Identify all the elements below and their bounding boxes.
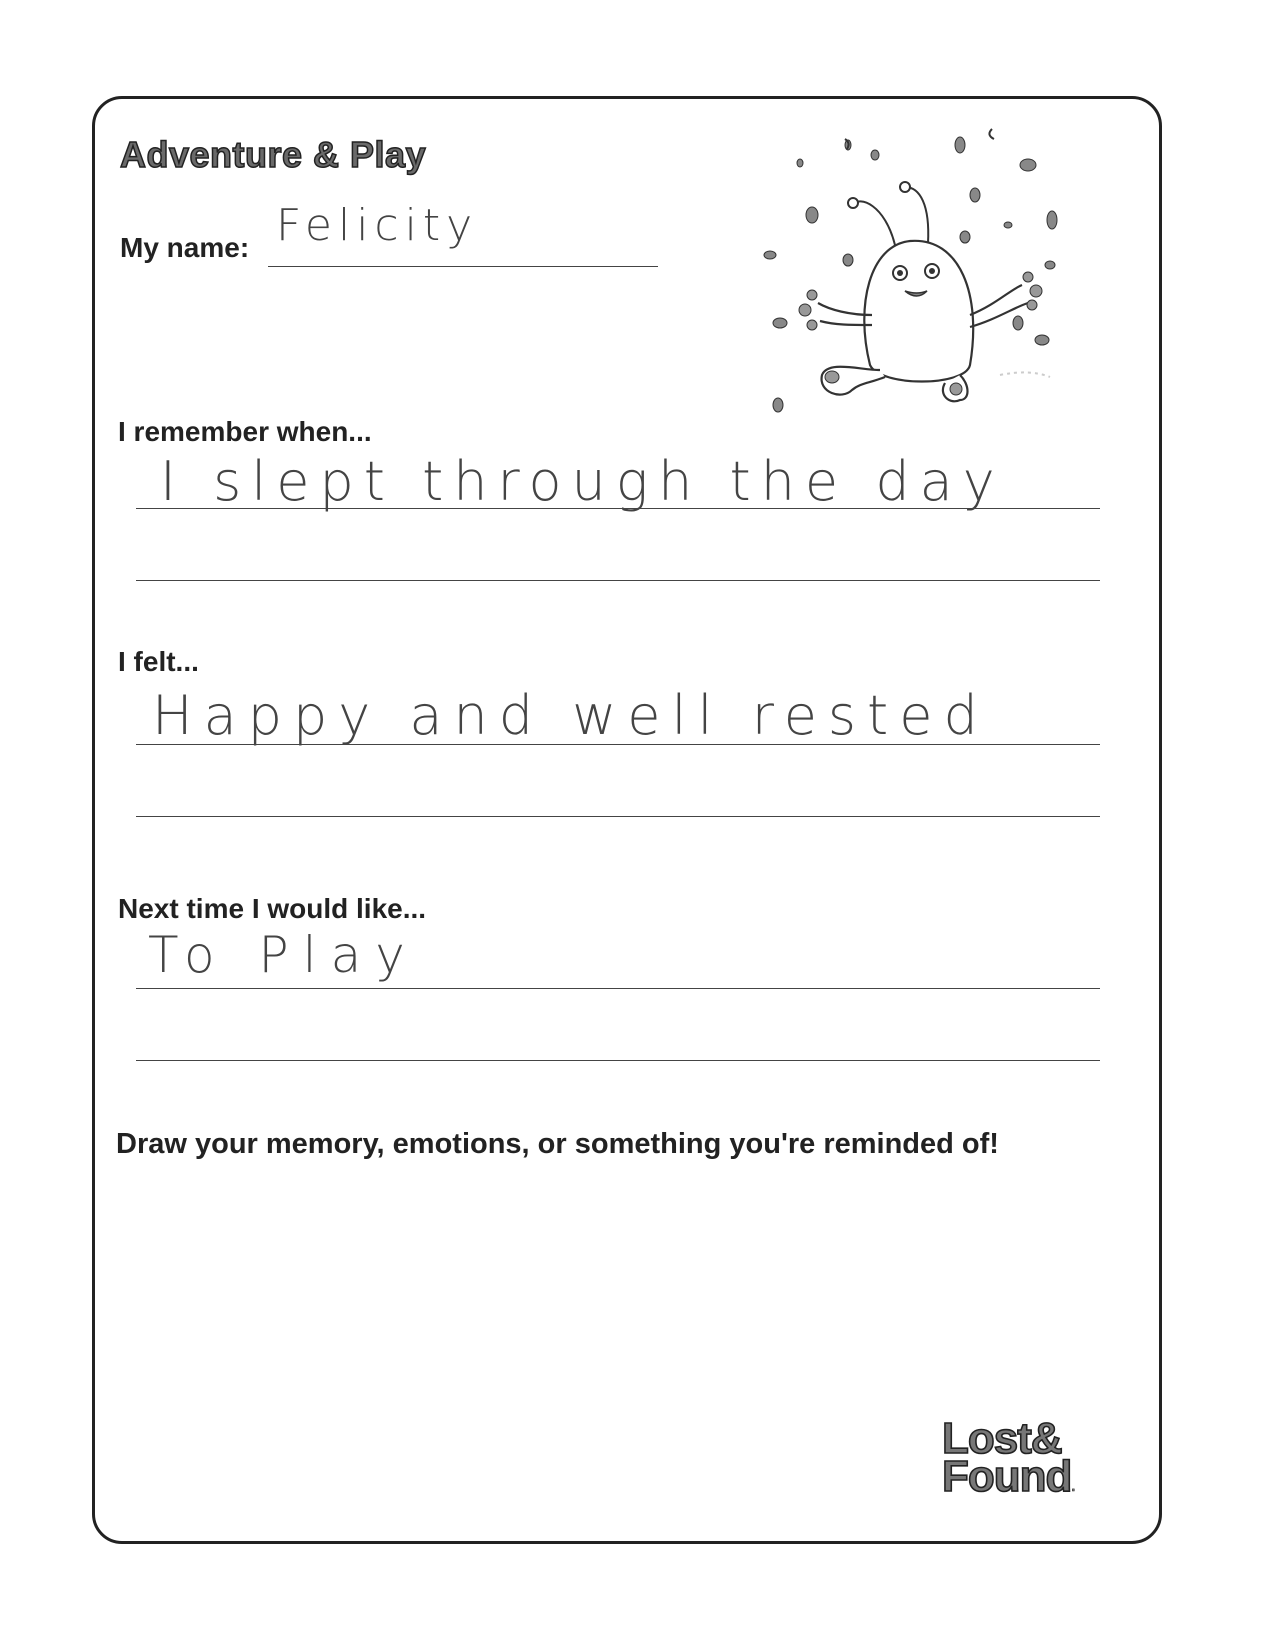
jumping-bug-creature-icon — [760, 125, 1090, 435]
next-time-label: Next time I would like... — [118, 893, 427, 924]
felt-handwriting: Happy and well rested — [152, 684, 989, 747]
name-handwriting: Felicity — [276, 200, 479, 251]
remember-line-1 — [136, 508, 1100, 509]
felt-label: I felt... — [118, 646, 199, 677]
next-time-handwriting: To Play — [148, 926, 419, 984]
remember-label: I remember when... — [118, 416, 372, 447]
drawing-area[interactable] — [110, 1180, 930, 1520]
draw-prompt: Draw your memory, emotions, or something you're reminded of! — [116, 1128, 999, 1160]
name-line — [268, 266, 658, 267]
logo-line-1: Lost& — [942, 1414, 1062, 1463]
next-time-line-1 — [136, 988, 1100, 989]
remember-line-2 — [136, 580, 1100, 581]
remember-handwriting: I slept through the day — [160, 450, 1005, 513]
felt-line-1 — [136, 744, 1100, 745]
worksheet-title: Adventure & Play — [120, 134, 427, 175]
felt-line-2 — [136, 816, 1100, 817]
name-label: My name: — [120, 232, 250, 263]
next-time-line-2 — [136, 1060, 1100, 1061]
logo-line-2 — [942, 1452, 1075, 1505]
logo-line-2-text: Found — [942, 1452, 1072, 1501]
lost-and-found-logo — [942, 1414, 1075, 1505]
logo-mark: . — [1071, 1478, 1075, 1494]
